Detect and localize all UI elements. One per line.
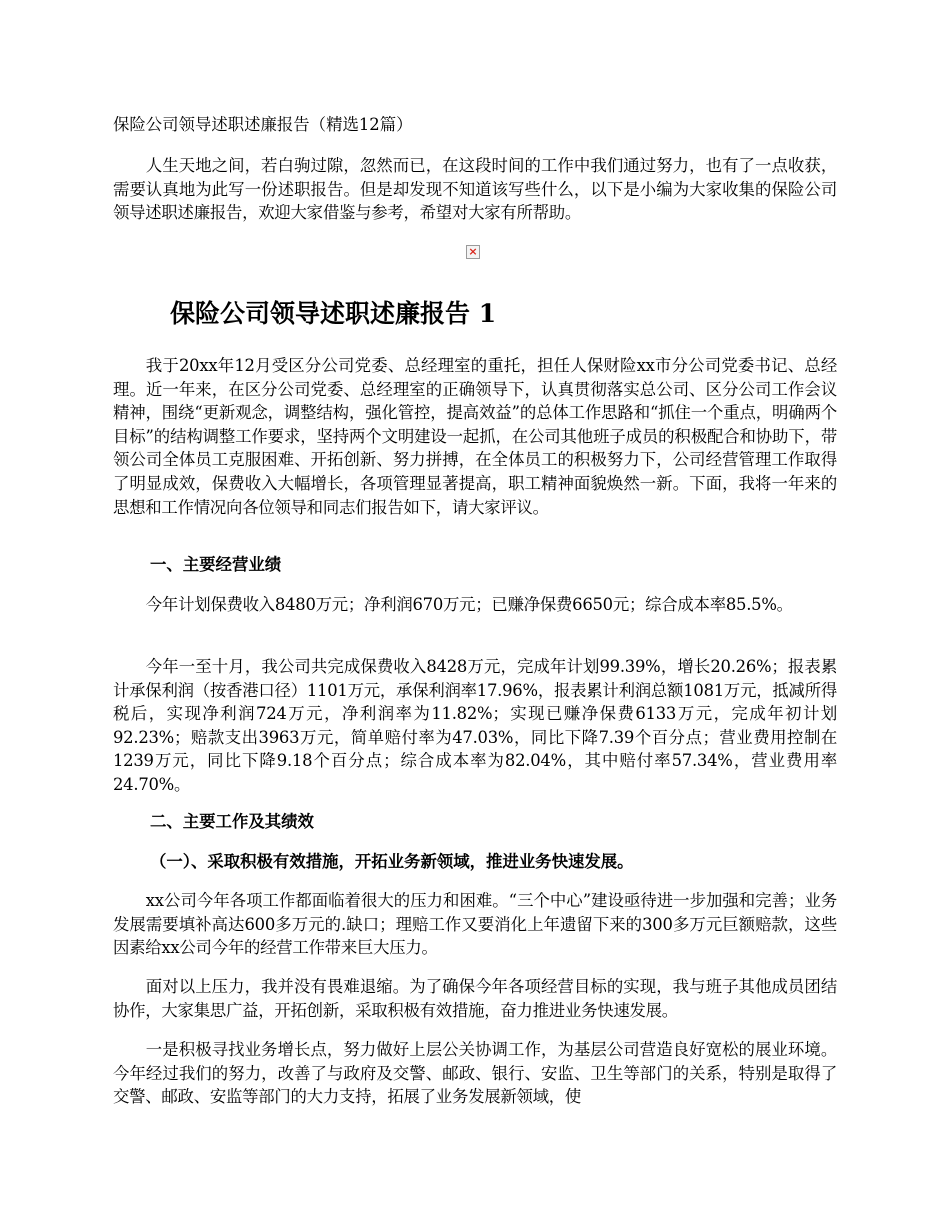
subheading-1: （一）、采取积极有效措施，开拓业务新领域，推进业务快速发展。	[150, 852, 634, 871]
heading-work: 二、主要工作及其绩效	[150, 812, 314, 831]
broken-image-x-icon: ×	[468, 245, 478, 258]
paragraph-5: 面对以上压力，我并没有畏难退缩。为了确保今年各项经营目标的实现，我与班子其他成员团结协作，大家集思广益，开拓创新，采取积极有效措施，奋力推进业务快速发展。	[113, 977, 837, 1020]
heading-performance: 一、主要经营业绩	[150, 555, 282, 574]
paragraph-1: 我于20xx年12月受区分公司党委、总经理室的重托，担任人保财险xx市分公司党委书记、总经理。近一年来，在区分公司党委、总经理室的正确领导下，认真贯彻落实总公司、区分公司工作会议精神，围绕“更新观念，调整结构，强化管控，提高效益”的总体工作思路和“抓住一个重点，明确两个目标”的结构调整工作要求，坚持两个文明建设一起抓，在公司其他班子成员的积极配合和协助下，带领公司全体员工克服困难、开拓创新、努力拼搏，在全体员工的积极努力下，公司经营管理工作取得了明显成效，保费收入大幅增长，各项管理显著提高，职工精神面貌焕然一新。下面，我将一年来的思想和工作情况向各位领导和同志们报告如下，请大家评议。	[113, 356, 837, 517]
section-heading: 保险公司领导述职述廉报告 1	[170, 299, 497, 328]
paragraph-6: 一是积极寻找业务增长点，努力做好上层公关协调工作，为基层公司营造良好宽松的展业环境。今年经过我们的努力，改善了与政府及交警、邮政、银行、安监、卫生等部门的关系，特别是取得了交警、邮政、安监等部门的大力支持，拓展了业务发展新领域，使	[113, 1040, 837, 1107]
paragraph-3: 今年一至十月，我公司共完成保费收入8428万元，完成年计划99.39%，增长20.26%；报表累计承保利润（按香港口径）1101万元，承保利润率17.96%，报表累计利润总额1081万元，抵减所得税后，实现净利润724万元，净利润率为11.82%；实现已赚净保费6133万元，完成年初计划92.23%；赔款支出3963万元，简单赔付率为47.03%，同比下降7.39个百分点；营业费用控制在1239万元，同比下降9.18个百分点；综合成本率为82.04%，其中赔付率57.34%，营业费用率24.70%。	[113, 657, 837, 794]
paragraph-4: xx公司今年各项工作都面临着很大的压力和困难。“三个中心”建设亟待进一步加强和完善；业务发展需要填补高达600多万元的.缺口；理赔工作又要消化上年遗留下来的300多万元巨额赔款，这些因素给xx公司今年的经营工作带来巨大压力。	[113, 891, 837, 958]
paragraph-2: 今年计划保费收入8480万元；净利润670万元；已赚净保费6650元；综合成本率85.5%。	[145, 595, 793, 614]
intro-paragraph: 人生天地之间，若白驹过隙，忽然而已，在这段时间的工作中我们通过努力，也有了一点收获，需要认真地为此写一份述职报告。但是却发现不知道该写些什么，以下是小编为大家收集的保险公司领导述职述廉报告，欢迎大家借鉴与参考，希望对大家有所帮助。	[113, 156, 837, 223]
broken-image-icon	[466, 245, 480, 259]
document-title: 保险公司领导述职述廉报告（精选12篇）	[113, 115, 413, 134]
